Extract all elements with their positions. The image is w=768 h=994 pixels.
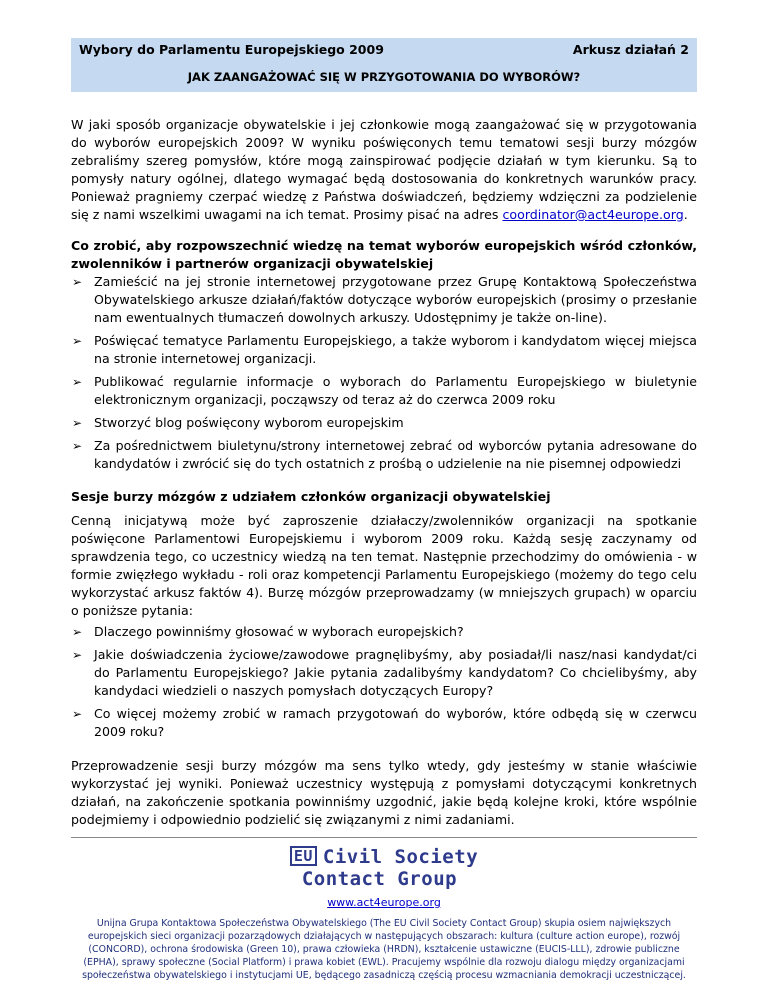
list-item: ➢ Za pośrednictwem biuletynu/strony internetowej zebrać od wyborców pytania adresowane do kandydatów i zwrócić się do tych ostatnich z prośbą o udzielenie na nie pisemnej odpowiedzi [72,438,697,471]
arrow-bullet-icon: ➢ [72,648,83,662]
civil-society-logo [290,846,478,890]
section2-list [71,623,697,741]
logo-line1: Civil Society [322,846,479,868]
list-item: ➢ Publikować regularnie informacje o wyborach do Parlamentu Europejskiego w biuletynie elektronicznym organizacji, począwszy od teraz aż do czerwca 2009 roku [72,374,697,407]
arrow-bullet-icon: ➢ [72,439,83,453]
header-title: Wybory do Parlamentu Europejskiego 2009 [79,42,384,57]
list-item: ➢ Stworzyć blog poświęcony wyborom europejskim [72,415,404,430]
intro-paragraph [71,116,697,224]
arrow-bullet-icon: ➢ [72,625,83,639]
list-item: ➢ Zamieścić na jej stronie internetowej przygotowane przez Grupę Kontaktową Społeczeństwa Obywatelskiego arkusze działań/faktów dotyczące wyborów europejskich (prosimy o przesłanie nam ewentualnych tłumaczeń dowolnych arkuszy. Udostępnimy je także on-line). [72,274,697,325]
footer [71,838,697,982]
document-page [71,38,697,982]
list-item: ➢ Dlaczego powinniśmy głosować w wyborach europejskich? [72,624,464,639]
arrow-bullet-icon: ➢ [72,707,83,721]
section2-heading: Sesje burzy mózgów z udziałem członków organizacji obywatelskiej [71,489,551,504]
arrow-bullet-icon: ➢ [72,334,83,348]
document-title: JAK ZAANGAŻOWAĆ SIĘ W PRZYGOTOWANIA DO WYBORÓW? [187,70,581,84]
list-item: ➢ Poświęcać tematyce Parlamentu Europejskiego, a także wyborom i kandydatom więcej miejsca na stronie internetowej organizacji. [72,333,697,366]
list-item: ➢ Co więcej możemy zrobić w ramach przygotowań do wyborów, które odbędą się w czerwcu 2009 roku? [72,706,697,739]
sheet-number: Arkusz działań 2 [572,42,689,57]
arrow-bullet-icon: ➢ [72,375,83,389]
logo-eu-mark: EU [290,846,317,866]
arrow-bullet-icon: ➢ [72,416,83,430]
arrow-bullet-icon: ➢ [72,275,83,289]
section1-list [71,273,697,473]
website-link[interactable]: www.act4europe.org [327,896,441,909]
section1-heading: Co zrobić, aby rozpowszechnić wiedzę na temat wyborów europejskich wśród członków, zwolenników i partnerów organizacji obywatelskiej [71,238,697,271]
closing-paragraph: Przeprowadzenie sesji burzy mózgów ma sens tylko wtedy, gdy jesteśmy w stanie właściwie wykorzystać jej wyniki. Ponieważ uczestnicy występują z pomysłami dotyczącymi konkretnych działań, na zakończenie spotkania powinniśmy uzgodnić, jakie będą kolejne kroki, które wspólnie podejmiemy i odpowiednio podzielić się związanymi z nimi zadaniami. [71,758,697,827]
section2-paragraph: Cenną inicjatywą może być zaproszenie działaczy/zwolenników organizacji na spotkanie poświęcone Parlamentowi Europejskiemu i wyborom 2009 roku. Każdą sesję zaczynamy od sprawdzenia tego, co uczestnicy wiedzą na ten temat. Następnie przechodzimy do omówienia - w formie zwięzłego wykładu - roli oraz kompetencji Parlamentu Europejskiego (możemy do tego celu wykorzystać arkusz faktów 4). Burzę mózgów przeprowadzamy (w mniejszych grupach) w oparciu o poniższe pytania: [71,513,697,618]
logo-line2: Contact Group [301,868,458,890]
intro-end: . [683,207,688,222]
intro-text: W jaki sposób organizacje obywatelskie i jej członkowie mogą zaangażować się w przygotowania do wyborów europejskich 2009? W wyniku poświęconych temu tematowi sesji burzy mózgów zebraliśmy szereg pomysłów, które mogą zainspirować podjęcie działań w tym kierunku. Są to pomysły natury ogólnej, dlatego wymagać będą dostosowania do konkretnych warunków pracy. Ponieważ pragniemy czerpać wiedzę z Państwa doświadczeń, będziemy wdzięczni za podzielenie się z nami wszelkimi uwagami na ich temat. Prosimy pisać na adres [71,117,697,222]
email-link[interactable]: coordinator@act4europe.org [502,207,684,222]
header-band [71,38,697,92]
footer-description: Unijna Grupa Kontaktowa Społeczeństwa Obywatelskiego (The EU Civil Society Contact Group) skupia osiem największych europejskich sieci organizacji pozarządowych działających w następujących obszarach: kultura (culture action europe), rozwój (CONCORD), ochrona środowiska (Green 10), prawa człowieka (HRDN), kształcenie ustawiczne (EUCIS-LLL), zdrowie publiczne (EPHA), sprawy społeczne (Social Platform) i prawa kobiet (EWL). Pracujemy wspólnie dla rozwoju dialogu między organizacjami społeczeństwa obywatelskiego i instytucjami UE, będącego zasadniczą częścią procesu wzmacniania demokracji uczestniczącej. [82,918,686,981]
list-item: ➢ Jakie doświadczenia życiowe/zawodowe pragnęlibyśmy, aby posiadał/li nasz/nasi kandydat/ci do Parlamentu Europejskiego? Jakie pytania zadalibyśmy kandydatom? Co chcielibyśmy, aby kandydaci wiedzieli o naszych pomysłach dotyczących Europy? [72,647,697,698]
